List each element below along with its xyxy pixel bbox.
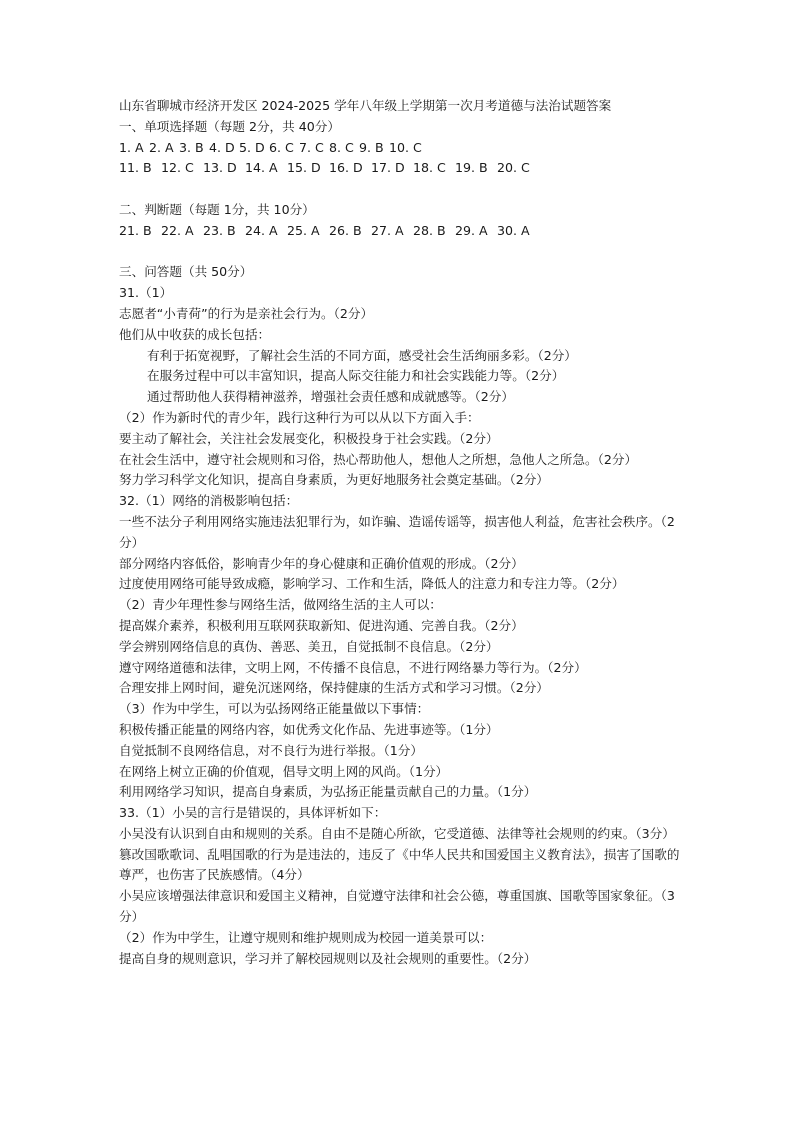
answer-23: 23. B bbox=[203, 222, 236, 238]
answer-document bbox=[119, 96, 691, 969]
q33-part-1: 33.（1）小吴的言行是错误的，具体评析如下： bbox=[119, 805, 387, 821]
answer-6: 6. C bbox=[269, 139, 294, 155]
q31-part-2: （2）作为新时代的青少年，践行这种行为可以从以下方面入手： bbox=[119, 409, 480, 425]
q32-part3-answer-2: 自觉抵制不良网络信息，对不良行为进行举报。（1分） bbox=[119, 742, 423, 758]
answer-20: 20. C bbox=[497, 160, 530, 176]
answer-1: 1. A bbox=[119, 139, 144, 155]
answer-24: 24. A bbox=[245, 222, 278, 238]
q32-answer-3: 过度使用网络可能导致成瘾，影响学习、工作和生活，降低人的注意力和专注力等。（2分） bbox=[119, 576, 625, 592]
q31-number: 31.（1） bbox=[119, 285, 173, 301]
answer-28: 28. B bbox=[413, 222, 446, 238]
answer-29: 29. A bbox=[455, 222, 488, 238]
q33-part-2: （2）作为中学生，让遵守规则和维护规则成为校园一道美景可以： bbox=[119, 929, 493, 945]
q32-part3-answer-1: 积极传播正能量的网络内容，如优秀文化作品、先进事迹等。（1分） bbox=[119, 721, 499, 737]
q32-answer-1: 一些不法分子利用网络实施违法犯罪行为，如诈骗、造谣传谣等，损害他人利益，危害社会秩序。（2分） bbox=[119, 513, 675, 550]
answer-30: 30. A bbox=[497, 222, 530, 238]
q32-part2-answer-2: 学会辨别网络信息的真伪、善恶、美丑，自觉抵制不良信息。（2分） bbox=[119, 638, 499, 654]
q33-answer-1: 小吴没有认识到自由和规则的关系。自由不是随心所欲，它受道德、法律等社会规则的约束。（3分） bbox=[119, 825, 675, 841]
q32-part-1: 32.（1）网络的消极影响包括： bbox=[119, 493, 299, 509]
q32-part2-answer-1: 提高媒介素养，积极利用互联网获取新知、促进沟通、完善自我。（2分） bbox=[119, 617, 524, 633]
answer-12: 12. C bbox=[161, 160, 194, 176]
q31-answer-1: 志愿者“小青荷”的行为是亲社会行为。（2分） bbox=[119, 305, 374, 321]
q31-part2-answer-1: 要主动了解社会，关注社会发展变化，积极投身于社会实践。（2分） bbox=[119, 430, 499, 446]
answer-17: 17. D bbox=[371, 160, 405, 176]
answer-9: 9. B bbox=[359, 139, 384, 155]
answer-8: 8. C bbox=[329, 139, 354, 155]
answer-2: 2. A bbox=[149, 139, 174, 155]
answer-4: 4. D bbox=[209, 139, 235, 155]
q32-part2-answer-3: 遵守网络道德和法律，文明上网，不传播不良信息，不进行网络暴力等行为。（2分） bbox=[119, 659, 587, 675]
choice-answers-row-1 bbox=[119, 138, 691, 159]
section2-heading: 二、判断题（每题 1分，共 10分） bbox=[119, 201, 315, 217]
answer-18: 18. C bbox=[413, 160, 446, 176]
q31-part2-answer-3: 努力学习科学文化知识，提高自身素质，为更好地服务社会奠定基础。（2分） bbox=[119, 472, 549, 488]
section3-heading: 三、问答题（共 50分） bbox=[119, 264, 253, 280]
answer-22: 22. A bbox=[161, 222, 194, 238]
answer-25: 25. A bbox=[287, 222, 320, 238]
q33-answer-2: 篡改国歌歌词、乱唱国歌的行为是违法的，违反了《中华人民共和国爱国主义教育法》，损害了国歌的尊严，也伤害了民族感情。（4分） bbox=[119, 846, 680, 883]
q32-part2-answer-4: 合理安排上网时间，避免沉迷网络，保持健康的生活方式和学习习惯。（2分） bbox=[119, 680, 549, 696]
q31-part2-answer-2: 在社会生活中，遵守社会规则和习俗，热心帮助他人，想他人之所想，急他人之所急。（2分） bbox=[119, 451, 638, 467]
q32-part-3: （3）作为中学生，可以为弘扬网络正能量做以下事情： bbox=[119, 701, 430, 717]
answer-7: 7. C bbox=[299, 139, 324, 155]
answer-16: 16. D bbox=[329, 160, 363, 176]
choice-answers-row-2 bbox=[119, 158, 691, 179]
answer-5: 5. D bbox=[239, 139, 265, 155]
q31-answer-2: 他们从中收获的成长包括： bbox=[119, 326, 271, 342]
answer-14: 14. A bbox=[245, 160, 278, 176]
q32-part-2: （2）青少年理性参与网络生活，做网络生活的主人可以： bbox=[119, 597, 442, 613]
answer-13: 13. D bbox=[203, 160, 237, 176]
spacer bbox=[119, 242, 691, 263]
answer-26: 26. B bbox=[329, 222, 362, 238]
q31-answer-5: 通过帮助他人获得精神滋养，增强社会责任感和成就感等。（2分） bbox=[147, 389, 514, 405]
q33-part2-answer-1: 提高自身的规则意识，学习并了解校园规则以及社会规则的重要性。（2分） bbox=[119, 950, 537, 966]
q32-part3-answer-3: 在网络上树立正确的价值观，倡导文明上网的风尚。（1分） bbox=[119, 763, 449, 779]
spacer bbox=[119, 179, 691, 200]
q32-answer-2: 部分网络内容低俗，影响青少年的身心健康和正确价值观的形成。（2分） bbox=[119, 555, 524, 571]
answer-11: 11. B bbox=[119, 160, 152, 176]
answer-15: 15. D bbox=[287, 160, 321, 176]
answer-19: 19. B bbox=[455, 160, 488, 176]
q31-answer-3: 有利于拓宽视野，了解社会生活的不同方面，感受社会生活绚丽多彩。（2分） bbox=[147, 347, 577, 363]
q32-part3-answer-4: 利用网络学习知识，提高自身素质，为弘扬正能量贡献自己的力量。（1分） bbox=[119, 784, 537, 800]
judgement-answers-row bbox=[119, 221, 691, 242]
answer-10: 10. C bbox=[389, 139, 422, 155]
document-title: 山东省聊城市经济开发区 2024-2025 学年八年级上学期第一次月考道德与法治试题答案 bbox=[119, 98, 612, 113]
answer-27: 27. A bbox=[371, 222, 404, 238]
q31-answer-4: 在服务过程中可以丰富知识，提高人际交往能力和社会实践能力等。（2分） bbox=[147, 368, 565, 384]
answer-21: 21. B bbox=[119, 222, 152, 238]
q33-answer-3: 小吴应该增强法律意识和爱国主义精神，自觉遵守法律和社会公德，尊重国旗、国歌等国家象征。（3分） bbox=[119, 888, 675, 925]
answer-3: 3. B bbox=[179, 139, 204, 155]
section1-heading: 一、单项选择题（每题 2分，共 40分） bbox=[119, 118, 340, 134]
